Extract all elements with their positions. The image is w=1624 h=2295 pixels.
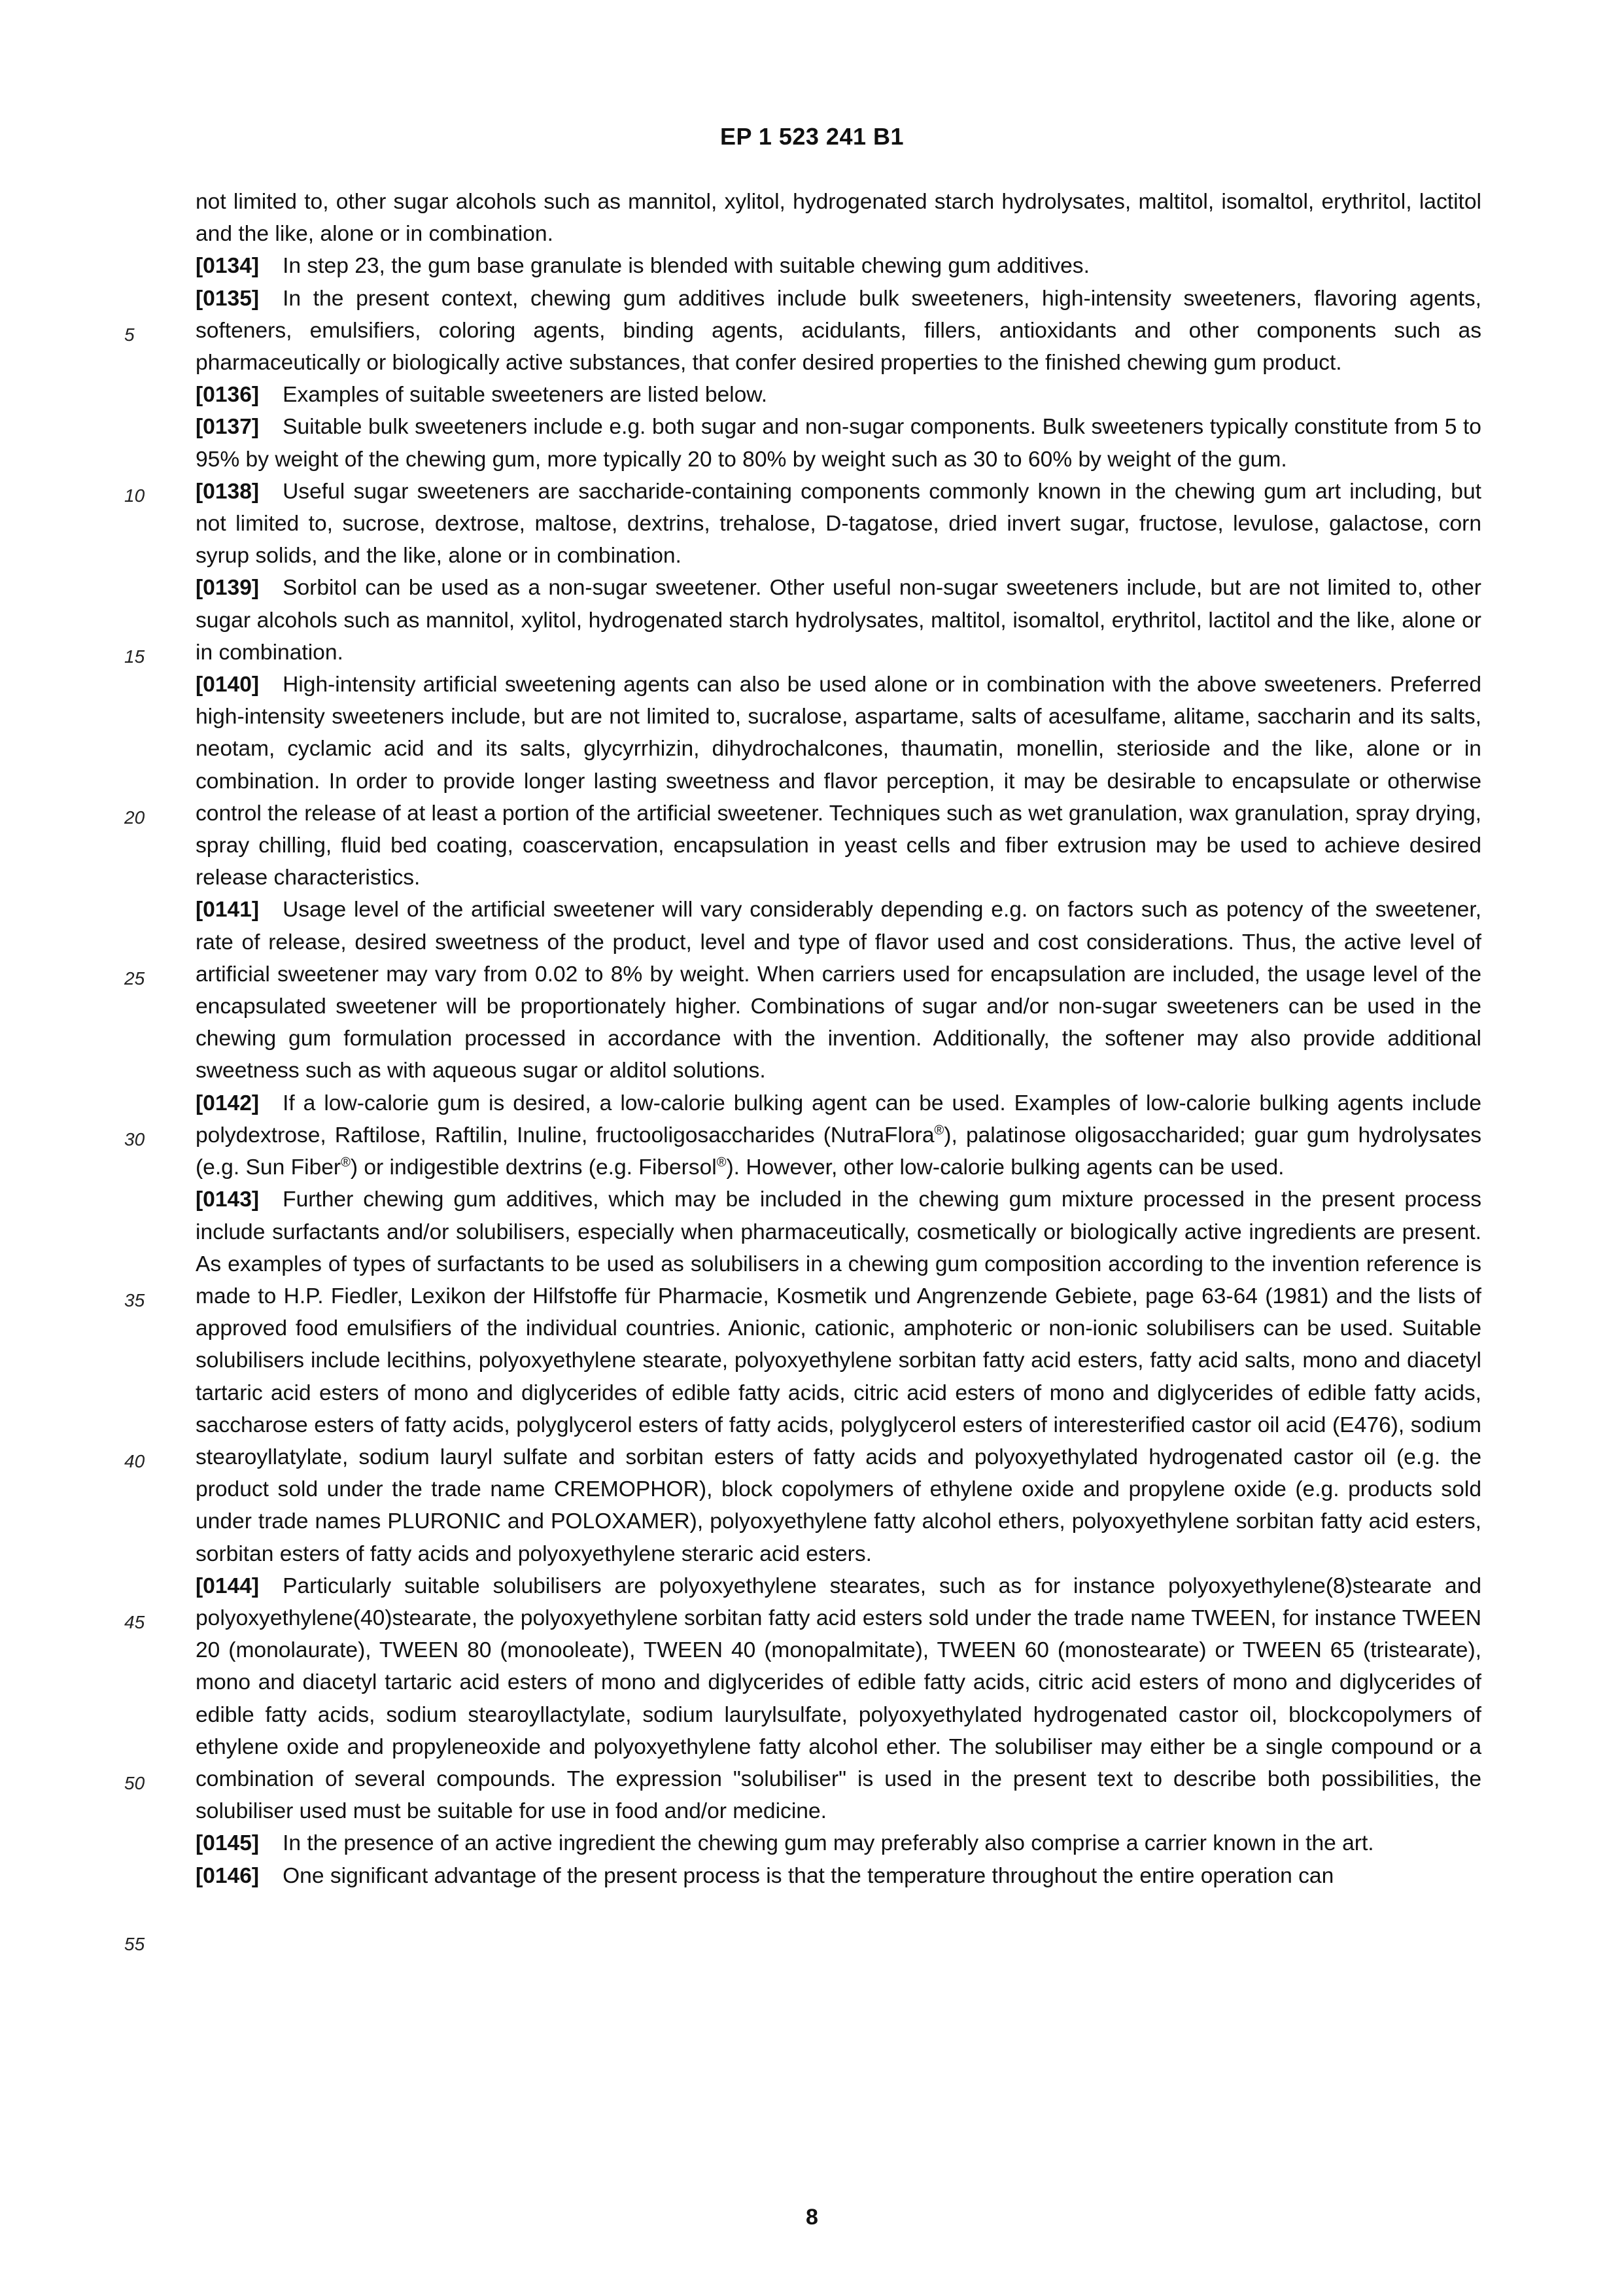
paragraph-text: High-intensity artificial sweetening agents can also be used alone or in combination with the above sweeteners. Preferred high-intensity sweeteners include, but are not limited to, sucralose, aspartame, salts of acesulfame, alitame, saccharin and its salts, neotam, cyclamic acid and its salts, glycyrrhizin, dihydrochalcones, thaumatin, monellin, sterioside and the like, alone or in combination. In order to provide longer lasting sweetness and flavor perception, it may be desirable to encapsulate or otherwise control the release of at least a portion of the artificial sweetener. Techniques such as wet granulation, wax granulation, spray drying, spray chilling, fluid bed coating, coascervation, encapsulation in yeast cells and fiber extrusion may be used to achieve desired release characteristics. — [196, 673, 1481, 890]
paragraph — [196, 1860, 1481, 1892]
registered-mark: ® — [341, 1155, 351, 1170]
paragraph-list — [196, 250, 1481, 1891]
margin-line-number: 55 — [124, 1933, 145, 1954]
paragraph — [196, 1183, 1481, 1569]
paragraph-text: ). However, other low-calorie bulking agents can be used. — [726, 1155, 1285, 1180]
paragraph-text: Useful sugar sweeteners are saccharide-containing components commonly known in the chewing gum art including, but not limited to, sucrose, dextrose, maltose, dextrins, trehalose, D-tagatose, dried invert sugar, fructose, levulose, galactose, corn syrup solids, and the like, alone or in combination. — [196, 479, 1481, 569]
paragraph-text: Suitable bulk sweeteners include e.g. both sugar and non-sugar components. Bulk sweeteners typically constitute from 5 to 95% by weight of the chewing gum, more typically 20 to 80% by weight such as 30 to 60% by weight of the gum. — [196, 415, 1481, 472]
paragraph-number: [0142] — [196, 1091, 260, 1115]
paragraph-number: [0140] — [196, 673, 260, 697]
paragraph-text: In the present context, chewing gum additives include bulk sweeteners, high-intensity sweeteners, flavoring agents, softeners, emulsifiers, coloring agents, binding agents, acidulants, fillers, antioxidants and other components such as pharmaceutically or biologically active substances, that confer desired properties to the finished chewing gum product. — [196, 286, 1481, 376]
margin-line-number: 45 — [124, 1611, 145, 1632]
paragraph — [196, 894, 1481, 1087]
paragraph-text: In step 23, the gum base granulate is blended with suitable chewing gum additives. — [283, 254, 1090, 279]
margin-line-number: 50 — [124, 1772, 145, 1793]
margin-line-number: 30 — [124, 1129, 145, 1149]
margin-line-number: 40 — [124, 1450, 145, 1471]
paragraph-number: [0144] — [196, 1573, 260, 1598]
margin-line-number: 5 — [124, 324, 135, 345]
paragraph-text: ) or indigestible dextrins (e.g. Fibersol — [350, 1155, 717, 1180]
paragraph — [196, 250, 1481, 282]
paragraph — [196, 476, 1481, 572]
paragraph-text: Usage level of the artificial sweetener will vary considerably depending e.g. on factors such as potency of the sweetener, rate of release, desired sweetness of the product, level and type of flavor used and cost considerations. Thus, the active level of artificial sweetener may vary from 0.02 to 8% by weight. When carriers used for encapsulation are included, the usage level of the encapsulated sweetener will be proportionately higher. Combinations of sugar and/or non-sugar sweeteners can be used in the chewing gum formulation processed in accordance with the invention. Additionally, the softener may also provide additional sweetness such as with aqueous sugar or alditol solutions. — [196, 898, 1481, 1083]
paragraph-text: One significant advantage of the present process is that the temperature throughout the entire operation can — [283, 1863, 1334, 1888]
paragraph — [196, 411, 1481, 475]
document-body — [124, 186, 1481, 1954]
paragraph — [196, 379, 1481, 411]
paragraph-text: If a low-calorie gum is desired, a low-calorie bulking agent can be used. Examples of low-calorie bulking agents include polydextrose, Raftilose, Raftilin, Inuline, fructooligosaccharides (NutraFlora — [196, 1091, 1481, 1148]
document-header: EP 1 523 241 B1 — [719, 123, 905, 150]
registered-mark: ® — [934, 1123, 944, 1138]
paragraph-number: [0135] — [196, 286, 260, 311]
paragraph-text: Further chewing gum additives, which may be included in the chewing gum mixture processed in the present process include surfactants and/or solubilisers, especially when pharmaceutically, cosmetically or biologically active ingredients are present. As examples of types of surfactants to be used as solubilisers in a chewing gum composition according to the invention reference is made to H.P. Fiedler, Lexikon der Hilfstoffe für Pharmacie, Kosmetik und Angrenzende Gebiete, page 63-64 (1981) and the lists of approved food emulsifiers of the individual countries. Anionic, cationic, amphoteric or non-ionic solubilisers can be used. Suitable solubilisers include lecithins, polyoxyethylene stearate, polyoxyethylene sorbitan fatty acid esters, fatty acid salts, mono and diacetyl tartaric acid esters of mono and diglycerides of edible fatty acids, citric acid esters of mono and diglycerides of edible fatty acids, saccharose esters of fatty acids, polyglycerol esters of fatty acids, polyglycerol esters of interesterified castor oil acid (E476), sodium stearoyllatylate, sodium lauryl sulfate and sorbitan esters of fatty acids and polyoxyethylated hydrogenated castor oil (e.g. the product sold under the trade name CREMOPHOR), block copolymers of ethylene oxide and propylene oxide (e.g. products sold under trade names PLURONIC and POLOXAMER), polyoxyethylene fatty alcohol ethers, polyoxyethylene sorbitan fatty acid esters, sorbitan esters of fatty acids and polyoxyethylene steraric acid esters. — [196, 1187, 1481, 1566]
paragraph-number: [0138] — [196, 479, 260, 504]
paragraph — [196, 1827, 1481, 1859]
paragraph-text: Examples of suitable sweeteners are listed below. — [283, 383, 768, 408]
paragraph-text: In the presence of an active ingredient the chewing gum may preferably also comprise a carrier known in the art. — [283, 1831, 1374, 1856]
paragraph-text: Particularly suitable solubilisers are polyoxyethylene stearates, such as for instance polyoxyethylene(8)stearate and polyoxyethylene(40)stearate, the polyoxyethylene sorbitan fatty acid esters sold under the trade name TWEEN, for instance TWEEN 20 (monolaurate), TWEEN 80 (monooleate), TWEEN 40 (monopalmitate), TWEEN 60 (monostearate) or TWEEN 65 (tristearate), mono and diacetyl tartaric acid esters of mono and diglycerides of edible fatty acids, citric acid esters of mono and diglycerides of edible fatty acids, sodium stearoyllactylate, sodium laurylsulfate, polyoxyethylated hydrogenated castor oil, blockcopolymers of ethylene oxide and propyleneoxide and polyoxyethylene fatty alcohol ether. The solubiliser may either be a single compound or a combination of several compounds. The expression "solubiliser" is used in the present text to describe both possibilities, the solubiliser used must be suitable for use in food and/or medicine. — [196, 1573, 1481, 1824]
paragraph — [196, 1570, 1481, 1828]
continuation-paragraph: not limited to, other sugar alcohols such as mannitol, xylitol, hydrogenated starch hydrolysates, maltitol, isomaltol, erythritol, lactitol and the like, alone or in combination. — [196, 190, 1481, 247]
paragraph-number: [0143] — [196, 1187, 260, 1212]
margin-line-number: 15 — [124, 646, 145, 667]
paragraph-text: Sorbitol can be used as a non-sugar sweetener. Other useful non-sugar sweeteners include, but are not limited to, other sugar alcohols such as mannitol, xylitol, hydrogenated starch hydrolysates, maltitol, isomaltol, erythritol, lactitol and the like, alone or in combination. — [196, 576, 1481, 665]
page-number: 8 — [806, 2205, 818, 2230]
paragraph-number: [0137] — [196, 415, 260, 440]
paragraph-number: [0141] — [196, 898, 260, 922]
registered-mark: ® — [716, 1155, 727, 1170]
paragraph-number: [0139] — [196, 576, 260, 601]
paragraph — [196, 669, 1481, 894]
paragraph-number: [0146] — [196, 1863, 260, 1888]
paragraph — [196, 283, 1481, 379]
paragraph — [196, 572, 1481, 669]
paragraph-number: [0145] — [196, 1831, 260, 1856]
paragraph-text: ), palatinose oligosaccharided; guar gum hydrolysates (e.g. Sun Fiber — [196, 1123, 1481, 1180]
margin-line-number: 25 — [124, 968, 145, 989]
paragraph-number: [0136] — [196, 383, 260, 408]
paragraph — [196, 1087, 1481, 1184]
margin-line-number: 20 — [124, 807, 145, 828]
margin-line-number: 10 — [124, 485, 145, 506]
margin-line-number: 35 — [124, 1289, 145, 1310]
paragraph-number: [0134] — [196, 254, 260, 279]
